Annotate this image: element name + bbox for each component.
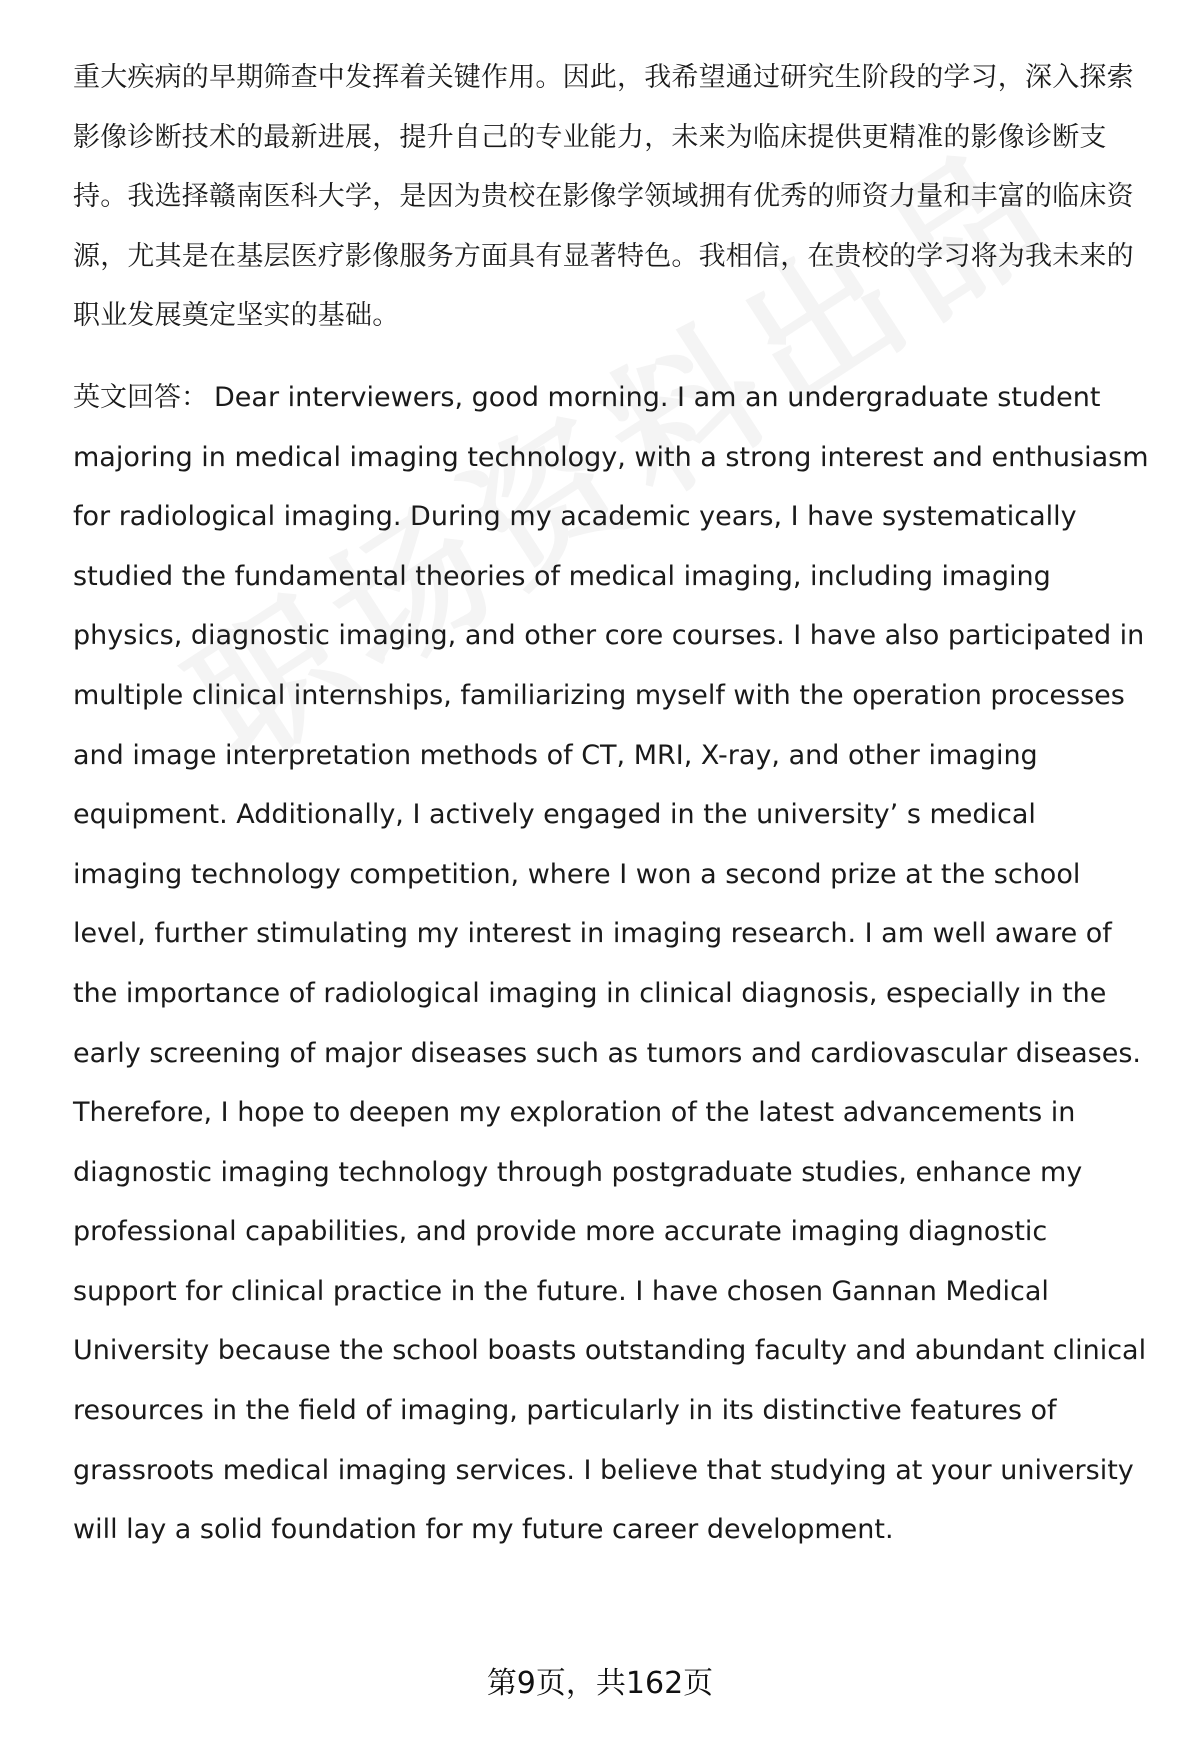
chinese-answer-continuation: 重大疾病的早期筛查中发挥着关键作用。因此，我希望通过研究生阶段的学习，深入探索影像诊断技术的最新进展，提升自己的专业能力，未来为临床提供更精准的影像诊断支持。我选择赣南医科大学，是因为贵校在影像学领域拥有优秀的师资力量和丰富的临床资源，尤其是在基层医疗影像服务方面具有显著特色。我相信，在贵校的学习将为我未来的职业发展奠定坚实的基础。 — [73, 62, 1134, 332]
english-answer-label: 英文回答： — [73, 381, 208, 413]
english-answer-paragraph — [73, 368, 1153, 1560]
document-content — [73, 48, 1153, 1560]
english-answer-text: Dear interviewers, good morning. I am an undergraduate student majoring in medical imaging technology, with a strong interest and enthusiasm for radiological imaging. During my academic years, I have systematically studied the fundamental theories of medical imaging, including imaging physics, diagnostic imaging, and other core courses. I have also participated in multiple clinical internships, familiarizing myself with the operation processes and image interpretation methods of CT, MRI, X-ray, and other imaging equipment. Additionally, I actively engaged in the university’ s medical imaging technology competition, where I won a second prize at the school level, further stimulating my interest in imaging research. I am well aware of the importance of radiological imaging in clinical diagnosis, especially in the early screening of major diseases such as tumors and cardiovascular diseases. Therefore, I hope to deepen my exploration of the latest advancements in diagnostic imaging technology through postgraduate studies, enhance my professional capabilities, and provide more accurate imaging diagnostic support for clinical practice in the future. I have chosen Gannan Medical University because the school boasts outstanding faculty and abundant clinical resources in the field of imaging, particularly in its distinctive features of grassroots medical imaging services. I believe that studying at your university will lay a solid foundation for my future career development. — [73, 381, 1149, 1546]
page-footer: 第9页，共162页 — [486, 1666, 714, 1701]
